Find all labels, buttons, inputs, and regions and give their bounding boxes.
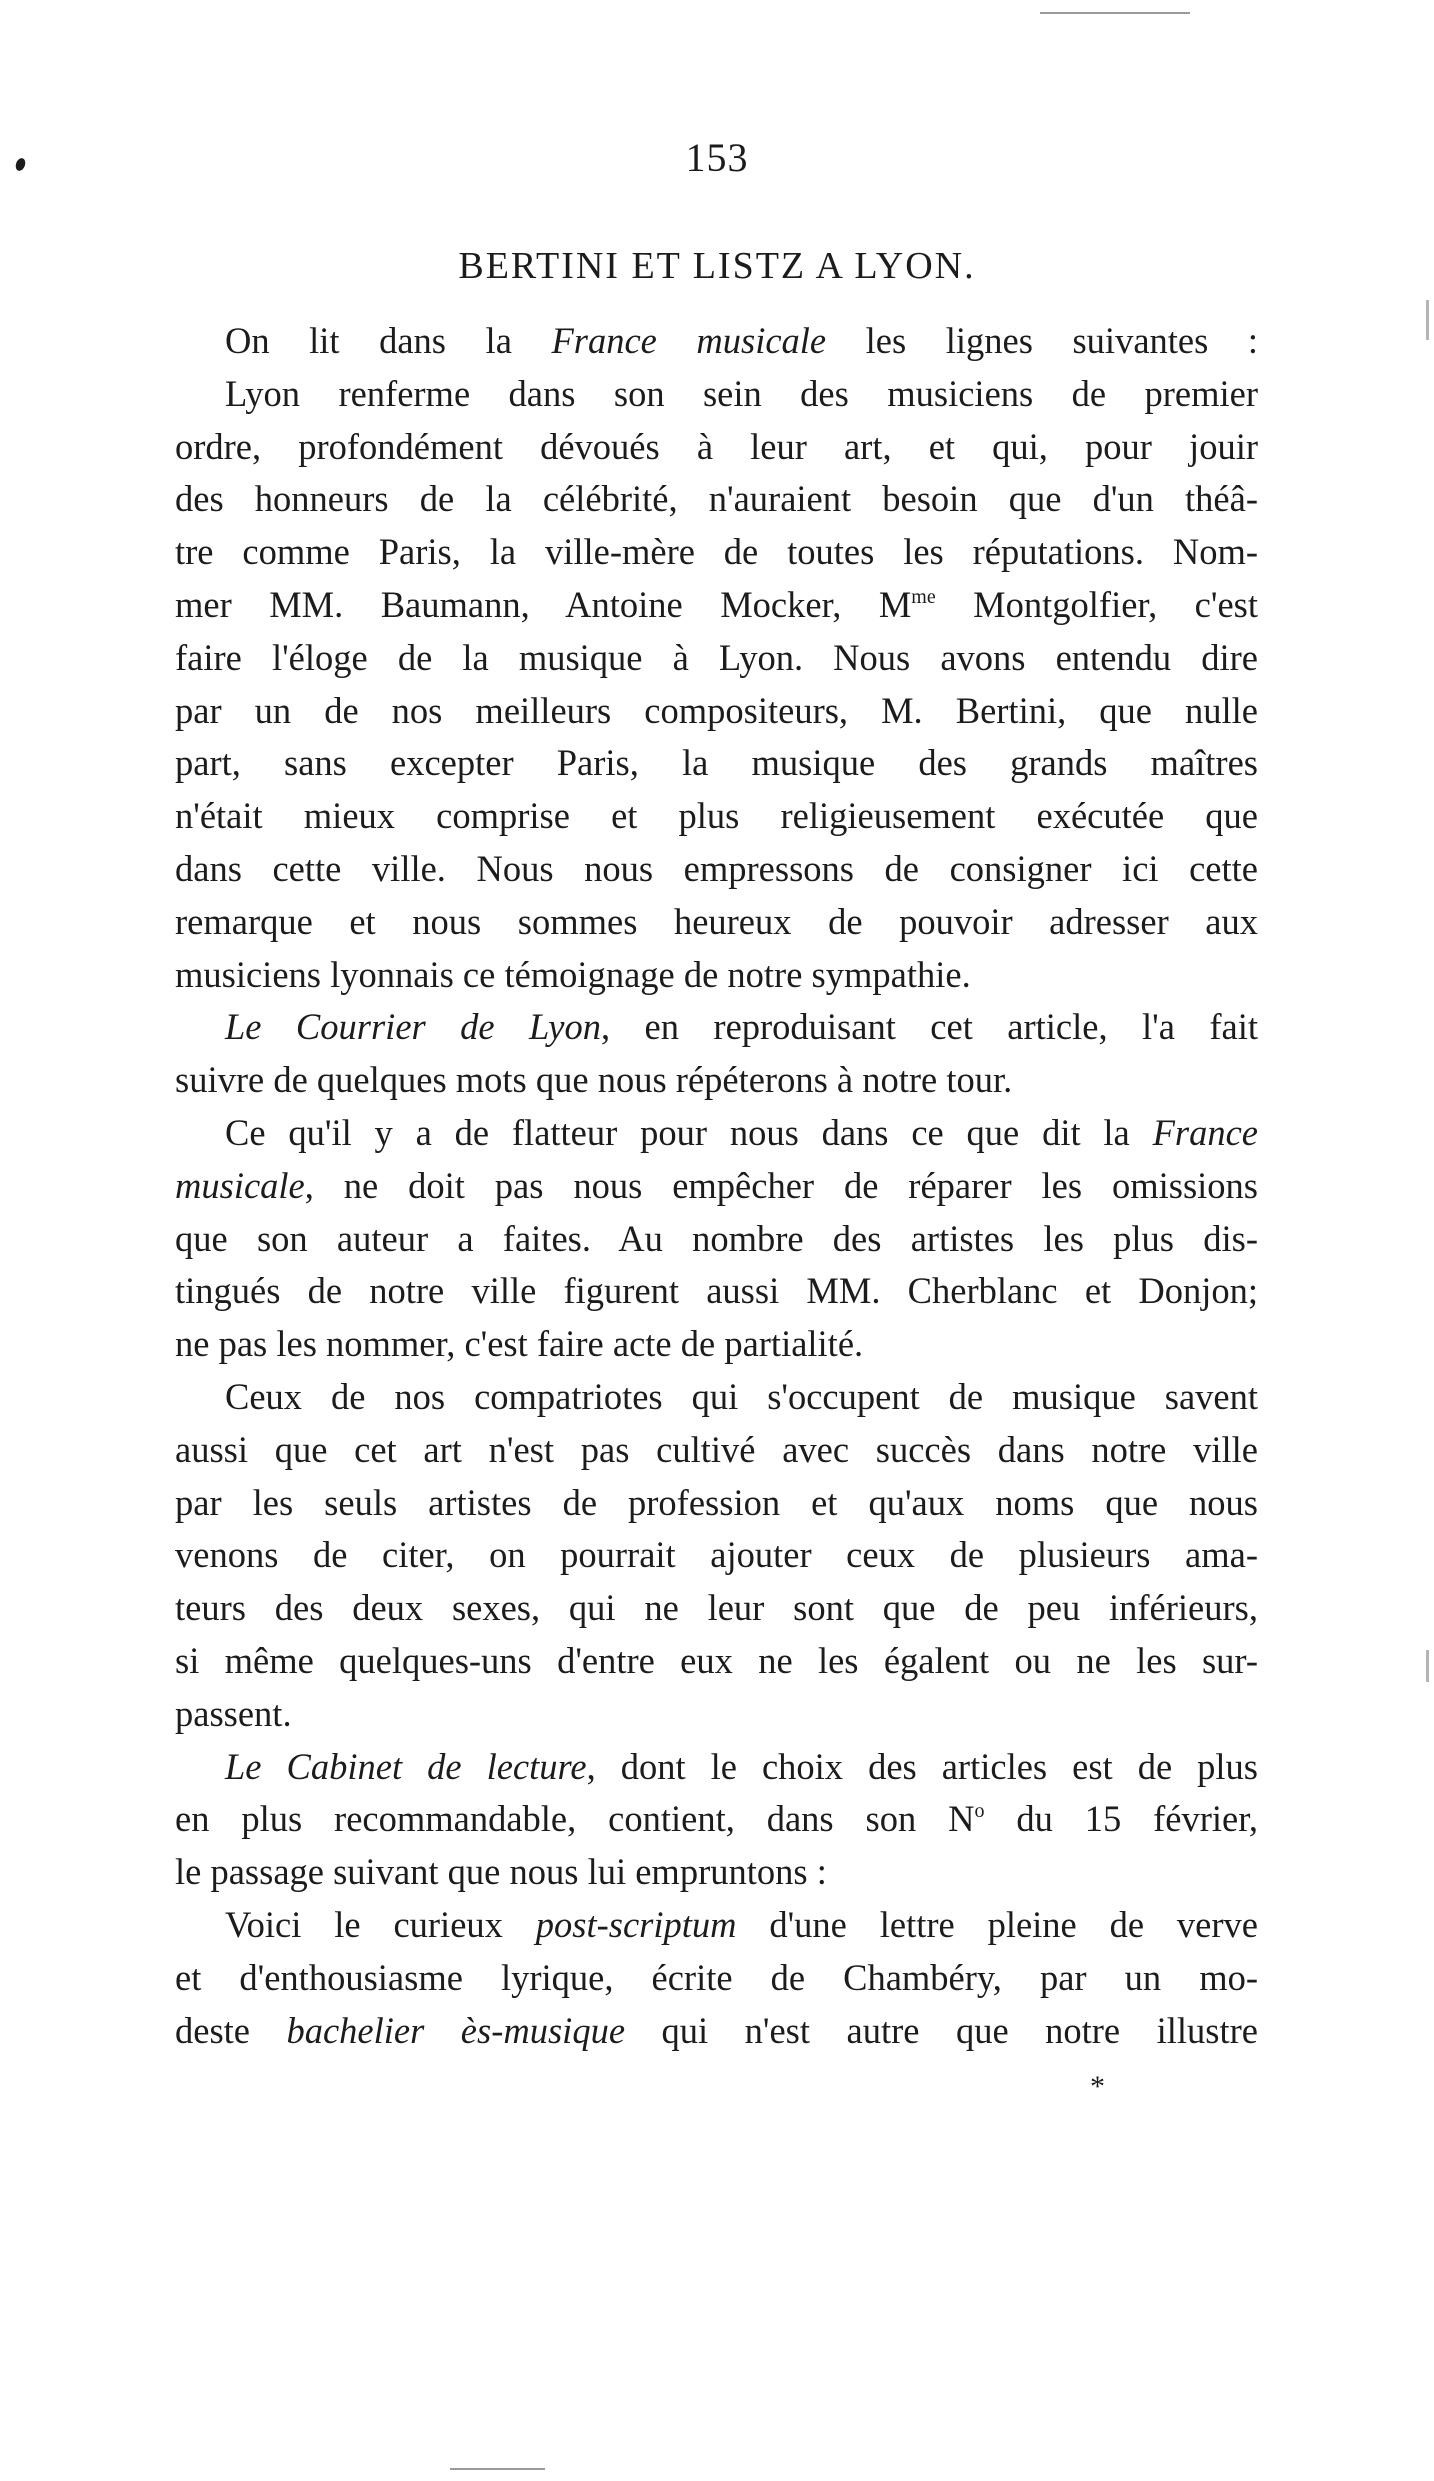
article-body xyxy=(175,315,1258,2057)
text-line xyxy=(175,1899,1258,1952)
text-segment: suivre de quelques mots que nous répéterons à notre tour. xyxy=(175,1059,1013,1101)
text-line xyxy=(175,632,1258,685)
text-segment: Ce qu'il y a de flatteur pour nous dans ce que dit la xyxy=(225,1111,1153,1153)
text-line xyxy=(175,790,1258,843)
superscript: me xyxy=(911,585,936,608)
text-line xyxy=(175,843,1258,896)
text-segment: , en reproduisant cet article, l'a fait xyxy=(600,1006,1258,1048)
text-line xyxy=(175,1952,1258,2005)
text-segment: tingués de notre ville figurent aussi MM. Cherblanc et Donjon; xyxy=(175,1270,1258,1312)
text-line xyxy=(175,1477,1258,1530)
text-line xyxy=(175,685,1258,738)
text-segment: par un de nos meilleurs compositeurs, M. Bertini, que nulle xyxy=(175,689,1258,731)
text-line xyxy=(175,1160,1258,1213)
text-segment: du 15 février, xyxy=(984,1798,1259,1840)
text-line xyxy=(175,526,1258,579)
text-line xyxy=(175,896,1258,949)
scan-edge-mark xyxy=(1426,300,1429,340)
italic-text: post-scriptum xyxy=(535,1903,737,1945)
text-line xyxy=(175,737,1258,790)
text-segment: aussi que cet art n'est pas cultivé avec succès dans notre ville xyxy=(175,1428,1258,1470)
text-segment: part, sans excepter Paris, la musique des grands maîtres xyxy=(175,742,1258,784)
signature-mark: * xyxy=(1090,2070,1105,2103)
text-segment: dans cette ville. Nous nous empressons de consigner ici cette xyxy=(175,847,1258,889)
scan-artifact-top xyxy=(1040,12,1190,14)
text-line xyxy=(175,473,1258,526)
text-segment: tre comme Paris, la ville-mère de toutes les réputations. Nom- xyxy=(175,531,1258,573)
text-line xyxy=(175,949,1258,1002)
text-line xyxy=(175,1107,1258,1160)
scan-edge-mark xyxy=(1426,1650,1429,1682)
text-segment: Montgolfier, c'est xyxy=(935,583,1259,625)
italic-text: musicale xyxy=(175,1164,305,1206)
text-segment: ne pas les nommer, c'est faire acte de partialité. xyxy=(175,1323,864,1365)
text-segment: d'une lettre pleine de verve xyxy=(736,1903,1258,1945)
text-line xyxy=(175,315,1258,368)
text-segment: les lignes suivantes : xyxy=(826,320,1258,361)
text-segment: n'était mieux comprise et plus religieusement exécutée que xyxy=(175,795,1258,837)
text-line xyxy=(175,368,1258,421)
text-line xyxy=(175,1001,1258,1054)
text-segment: Ceux de nos compatriotes qui s'occupent de musique savent xyxy=(225,1375,1258,1417)
text-segment: des honneurs de la célébrité, n'auraient besoin que d'un théâ- xyxy=(175,478,1258,520)
text-segment: , ne doit pas nous empêcher de réparer les omissions xyxy=(304,1164,1258,1206)
text-line xyxy=(175,579,1258,632)
text-line xyxy=(175,1846,1258,1899)
text-segment: et d'enthousiasme lyrique, écrite de Chambéry, par un mo- xyxy=(175,1956,1258,1998)
text-segment: On lit dans la xyxy=(225,320,552,361)
text-segment: le passage suivant que nous lui empruntons : xyxy=(175,1851,827,1893)
text-segment: remarque et nous sommes heureux de pouvoir adresser aux xyxy=(175,900,1258,942)
text-segment: venons de citer, on pourrait ajouter ceux de plusieurs ama- xyxy=(175,1534,1258,1576)
text-line xyxy=(175,1741,1258,1794)
text-segment: par les seuls artistes de profession et qu'aux noms que nous xyxy=(175,1481,1258,1523)
italic-text: Le Courrier de Lyon xyxy=(225,1006,601,1048)
italic-text: France musicale xyxy=(551,320,827,361)
text-segment: mer MM. Baumann, Antoine Mocker, M xyxy=(175,583,912,625)
page-title: BERTINI ET LISTZ A LYON. xyxy=(458,245,976,287)
text-segment: deste xyxy=(175,2009,287,2051)
text-segment: en plus recommandable, contient, dans son N xyxy=(175,1798,975,1840)
superscript: o xyxy=(974,1800,985,1823)
text-segment: teurs des deux sexes, qui ne leur sont que de peu inférieurs, xyxy=(175,1587,1258,1629)
text-segment: Voici le curieux xyxy=(225,1903,536,1945)
text-segment: Lyon renferme dans son sein des musiciens de premier xyxy=(225,372,1258,414)
text-segment: passent. xyxy=(175,1692,292,1734)
text-line xyxy=(175,1688,1258,1741)
text-segment: musiciens lyonnais ce témoignage de notre sympathie. xyxy=(175,953,971,995)
text-line xyxy=(175,1582,1258,1635)
text-segment: qui n'est autre que notre illustre xyxy=(625,2009,1258,2051)
text-line xyxy=(175,2005,1258,2058)
text-line xyxy=(175,421,1258,474)
text-line xyxy=(175,1318,1258,1371)
italic-text: Le Cabinet de lecture xyxy=(225,1745,587,1787)
text-segment: faire l'éloge de la musique à Lyon. Nous avons entendu dire xyxy=(175,636,1258,678)
text-segment: que son auteur a faites. Au nombre des artistes les plus dis- xyxy=(175,1217,1258,1259)
italic-text: France xyxy=(1152,1111,1258,1153)
italic-text: bachelier ès-musique xyxy=(286,2009,626,2051)
scan-artifact-bottom xyxy=(450,2468,545,2470)
text-line xyxy=(175,1213,1258,1266)
text-line xyxy=(175,1424,1258,1477)
text-line xyxy=(175,1371,1258,1424)
text-line xyxy=(175,1635,1258,1688)
text-line xyxy=(175,1054,1258,1107)
text-segment: si même quelques-uns d'entre eux ne les égalent ou ne les sur- xyxy=(175,1639,1258,1681)
text-line xyxy=(175,1529,1258,1582)
page-number: 153 xyxy=(685,135,749,180)
text-segment: ordre, profondément dévoués à leur art, et qui, pour jouir xyxy=(175,425,1258,467)
text-segment: , dont le choix des articles est de plus xyxy=(586,1745,1259,1787)
text-line xyxy=(175,1265,1258,1318)
text-line xyxy=(175,1793,1258,1846)
